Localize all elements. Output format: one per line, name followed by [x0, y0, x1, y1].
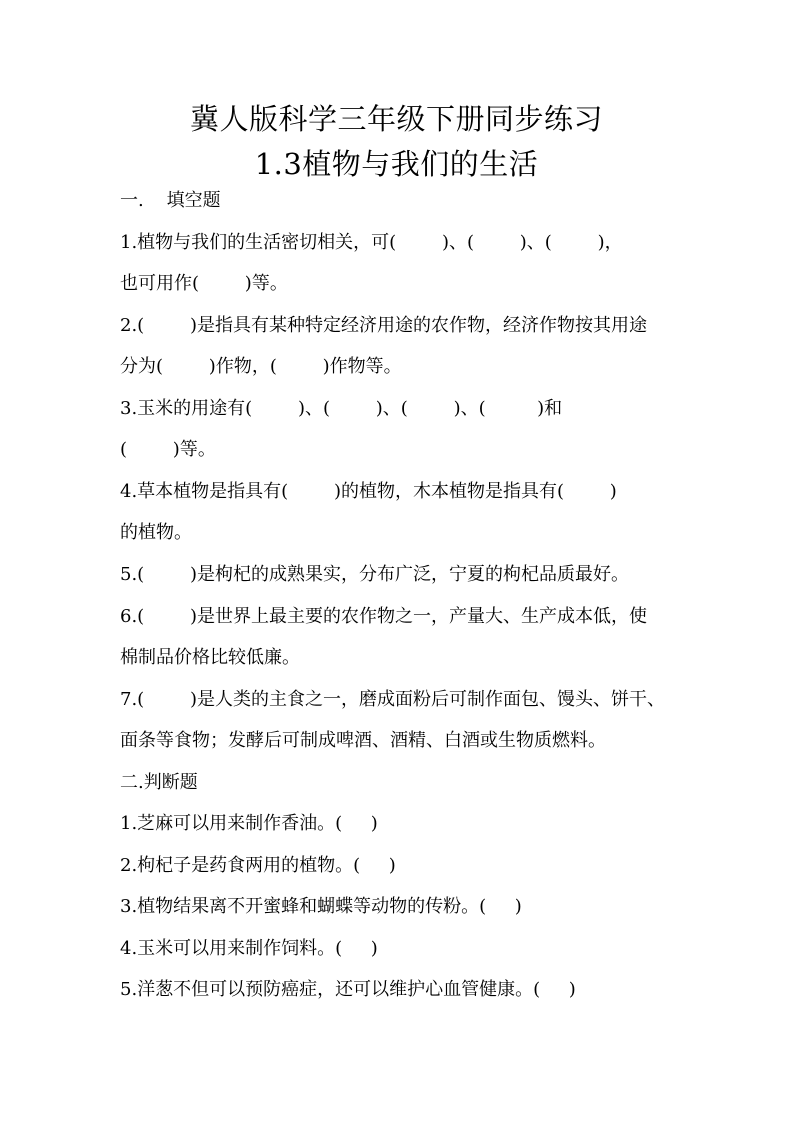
question-6-line-2: 棉制品价格比较低廉。	[120, 647, 300, 668]
judgment-question-4: 4.玉米可以用来制作饲料。( )	[120, 938, 378, 959]
judgment-question-2: 2.枸杞子是药食两用的植物。( )	[120, 855, 396, 876]
section-heading-true-false: 二.判断题	[120, 772, 198, 793]
question-6-line-1: 6.( )是世界上最主要的农作物之一，产量大、生产成本低，使	[120, 606, 647, 627]
judgment-question-3: 3.植物结果离不开蜜蜂和蝴蝶等动物的传粉。( )	[120, 896, 522, 917]
question-2-line-2: 分为( )作物，( )作物等。	[120, 356, 402, 377]
question-3-line-1: 3.玉米的用途有( )、( )、( )、( )和	[120, 398, 563, 419]
section-heading-fill-in: 一. 填空题	[120, 190, 221, 211]
question-5-line-1: 5.( )是枸杞的成熟果实，分布广泛，宁夏的枸杞品质最好。	[120, 564, 629, 585]
question-1-line-1: 1.植物与我们的生活密切相关，可( )、( )、( )，	[120, 232, 623, 253]
question-3-line-2: ( )等。	[120, 439, 216, 460]
question-4-line-1: 4.草本植物是指具有( )的植物，木本植物是指具有( )	[120, 481, 617, 502]
question-2-line-1: 2.( )是指具有某种特定经济用途的农作物，经济作物按其用途	[120, 315, 647, 336]
worksheet-title: 冀人版科学三年级下册同步练习	[189, 102, 603, 136]
judgment-question-1: 1.芝麻可以用来制作香油。( )	[120, 813, 378, 834]
question-7-line-2: 面条等食物；发酵后可制成啤酒、酒精、白酒或生物质燃料。	[120, 730, 606, 751]
question-7-line-1: 7.( )是人类的主食之一，磨成面粉后可制作面包、馒头、饼干、	[120, 689, 665, 710]
lesson-title: 1.3植物与我们的生活	[254, 147, 539, 181]
question-4-line-2: 的植物。	[120, 522, 192, 543]
judgment-question-5: 5.洋葱不但可以预防癌症，还可以维护心血管健康。( )	[120, 979, 576, 1000]
question-1-line-2: 也可用作( )等。	[120, 273, 288, 294]
